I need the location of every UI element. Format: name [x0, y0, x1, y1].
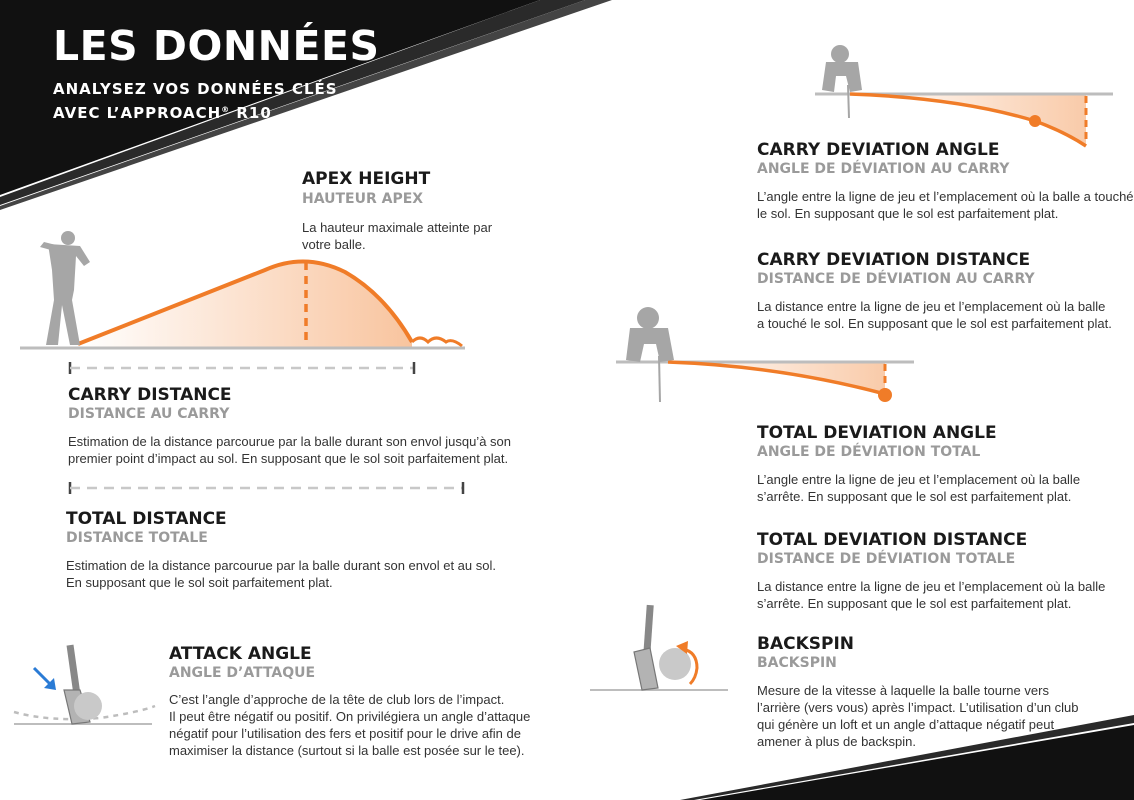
- carry-distance-subtitle: DISTANCE AU CARRY: [68, 406, 230, 422]
- golf-ball-icon: [74, 692, 102, 720]
- total-distance-desc-line-1: Estimation de la distance parcourue par la balle durant son envol et au sol.: [66, 558, 496, 573]
- golfer-crouching-silhouette: [822, 45, 862, 118]
- attack-angle-title: ATTACK ANGLE: [169, 644, 312, 664]
- carry-deviation-distance-subtitle: DISTANCE DE DÉVIATION AU CARRY: [757, 271, 1035, 287]
- carry-deviation-distance-desc-line-2: a touché le sol. En supposant que le sol est parfaitement plat.: [757, 316, 1112, 331]
- golfer-silhouette: [40, 231, 90, 345]
- backspin-diagram: [590, 605, 728, 690]
- subtitle-suffix: R10: [230, 104, 272, 122]
- carry-deviation-angle-subtitle: ANGLE DE DÉVIATION AU CARRY: [757, 161, 1010, 177]
- attack-angle-desc-line-1: C’est l’angle d’approche de la tête de club lors de l’impact.: [169, 692, 505, 707]
- page-subtitle-line-2: [53, 104, 272, 122]
- subtitle-prefix: AVEC L’APPROACH: [53, 104, 222, 122]
- total-deviation-distance-section: [757, 530, 1105, 612]
- carry-distance-desc-line-1: Estimation de la distance parcourue par la balle durant son envol jusqu’à son: [68, 434, 511, 449]
- backspin-desc-line-3: qui génère un loft et un angle d’attaque négatif peut: [757, 717, 1055, 732]
- carry-distance-ruler: [70, 362, 414, 374]
- apex-height-desc-line-1: La hauteur maximale atteinte par: [302, 220, 493, 235]
- backspin-desc-line-2: l’arrière (vers vous) après l’impact. L’utilisation d’un club: [757, 700, 1079, 715]
- attack-angle-section: [169, 644, 530, 759]
- apex-height-subtitle: HAUTEUR APEX: [302, 191, 424, 207]
- carry-deviation-angle-desc-line-2: le sol. En supposant que le sol est parfaitement plat.: [757, 206, 1059, 221]
- attack-angle-desc-line-4: maximiser la distance (surtout si la balle est posée sur le tee).: [169, 743, 525, 758]
- page-title: LES DONNÉES: [53, 22, 380, 70]
- attack-arrow-icon: [34, 668, 56, 690]
- total-deviation-angle-title: TOTAL DEVIATION ANGLE: [757, 423, 997, 443]
- total-deviation-angle-desc-line-2: s’arrête. En supposant que le sol est parfaitement plat.: [757, 489, 1072, 504]
- registered-mark: ®: [221, 105, 231, 114]
- carry-distance-desc-line-2: premier point d’impact au sol. En supposant que le sol soit parfaitement plat.: [68, 451, 509, 466]
- total-deviation-angle-subtitle: ANGLE DE DÉVIATION TOTAL: [757, 444, 981, 460]
- backspin-subtitle: BACKSPIN: [757, 655, 837, 671]
- total-deviation-angle-desc-line-1: L’angle entre la ligne de jeu et l’emplacement où la balle: [757, 472, 1081, 487]
- carry-distance-section: [68, 385, 511, 467]
- carry-deviation-distance-section: [757, 250, 1112, 332]
- attack-angle-desc-line-3: négatif pour l’utilisation des fers et positif pour le drive afin de: [169, 726, 521, 741]
- attack-angle-diagram: [14, 645, 155, 724]
- apex-height-title: APEX HEIGHT: [302, 169, 431, 189]
- total-distance-subtitle: DISTANCE TOTALE: [66, 530, 208, 546]
- carry-deviation-angle-title: CARRY DEVIATION ANGLE: [757, 140, 1000, 160]
- total-deviation-angle-section: [757, 423, 1080, 505]
- attack-angle-desc-line-2: Il peut être négatif ou positif. On privilégiera un angle d’attaque: [169, 709, 531, 724]
- total-deviation-distance-title: TOTAL DEVIATION DISTANCE: [757, 530, 1028, 550]
- total-deviation-distance-desc-line-2: s’arrête. En supposant que le sol est parfaitement plat.: [757, 596, 1072, 611]
- total-distance-ruler: [70, 482, 463, 494]
- backspin-desc-line-4: amener à plus de backspin.: [757, 734, 916, 749]
- total-deviation-distance-subtitle: DISTANCE DE DÉVIATION TOTALE: [757, 551, 1016, 567]
- carry-deviation-angle-section: [757, 140, 1134, 222]
- page-subtitle-line-1: ANALYSEZ VOS DONNÉES CLÉS: [53, 80, 338, 98]
- carry-distance-title: CARRY DISTANCE: [68, 385, 232, 405]
- backspin-title: BACKSPIN: [757, 634, 855, 654]
- total-distance-section: [66, 509, 496, 591]
- apex-height-desc-line-2: votre balle.: [302, 237, 366, 252]
- total-distance-desc-line-2: En supposant que le sol soit parfaitement plat.: [66, 575, 333, 590]
- carry-deviation-angle-desc-line-1: L’angle entre la ligne de jeu et l’emplacement où la balle a touché: [757, 189, 1134, 204]
- total-distance-title: TOTAL DISTANCE: [66, 509, 227, 529]
- golf-club-icon-2: [634, 605, 658, 690]
- carry-deviation-diagram: [815, 45, 1113, 146]
- backspin-section: [757, 634, 1079, 750]
- carry-deviation-distance-title: CARRY DEVIATION DISTANCE: [757, 250, 1031, 270]
- apex-height-section: [302, 169, 492, 253]
- backspin-desc-line-1: Mesure de la vitesse à laquelle la balle tourne vers: [757, 683, 1049, 698]
- golfer-crouching-silhouette-2: [626, 307, 674, 402]
- total-deviation-distance-desc-line-1: La distance entre la ligne de jeu et l’emplacement où la balle: [757, 579, 1106, 594]
- carry-deviation-distance-desc-line-1: La distance entre la ligne de jeu et l’emplacement où la balle: [757, 299, 1106, 314]
- attack-angle-subtitle: ANGLE D’ATTAQUE: [169, 665, 316, 681]
